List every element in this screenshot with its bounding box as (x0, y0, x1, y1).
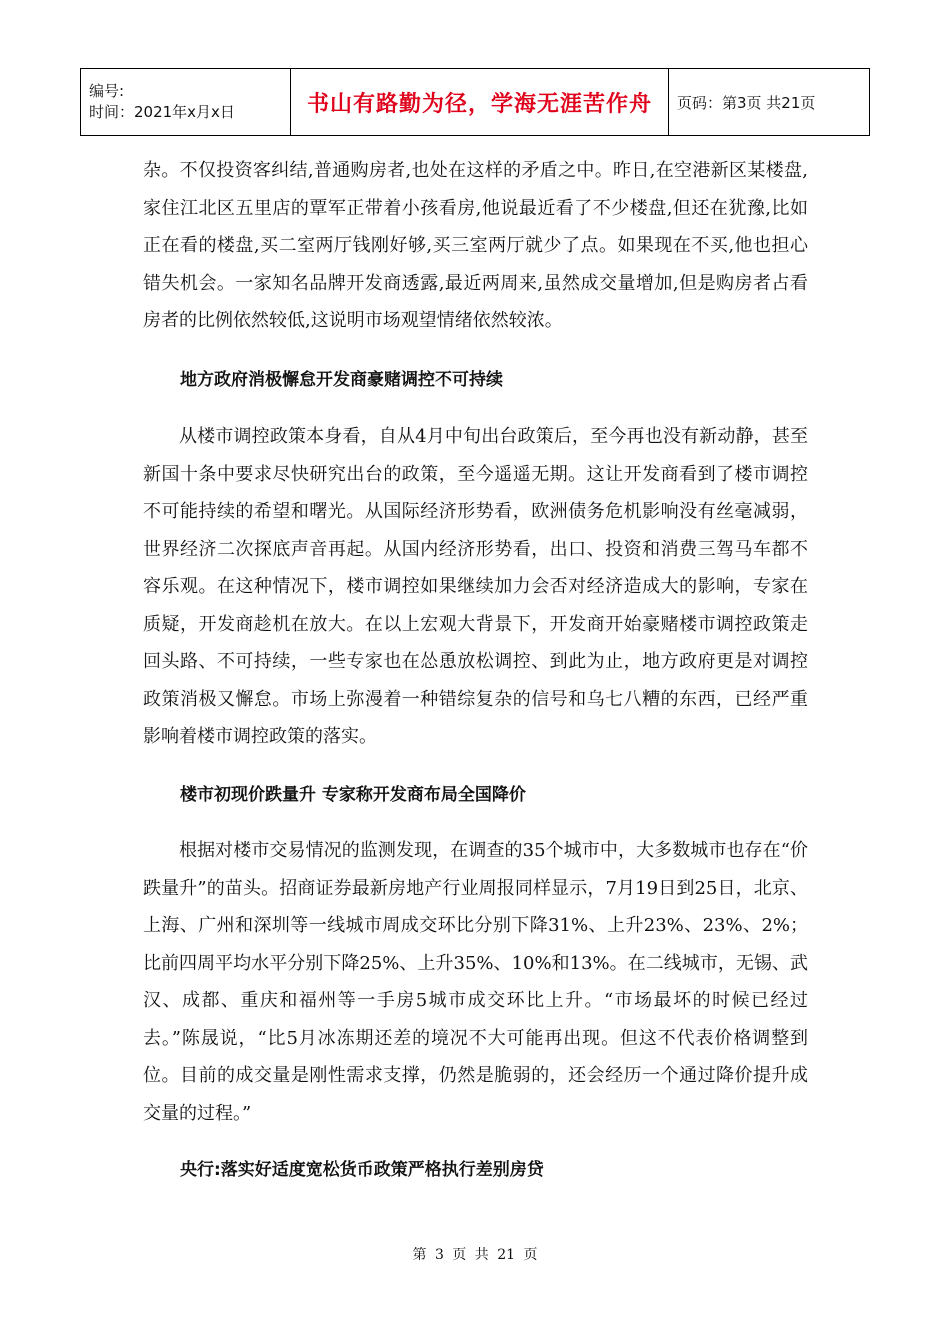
time-label: 时间：2021年x月x日 (89, 103, 235, 121)
paragraph: 杂。不仅投资客纠结,普通购房者,也处在这样的矛盾之中。昨日,在空港新区某楼盘,家住江北区五里店的覃军正带着小孩看房,他说最近看了不少楼盘,但还在犹豫,比如正在看的楼盘,买二室两厅钱刚好够,买三室两厅就少了点。如果现在不买,他也担心错失机会。一家知名品牌开发商透露,最近两周来,虽然成交量增加,但是购房者占看房者的比例依然较低,这说明市场观望情绪依然较浓。 (143, 160, 808, 331)
paragraph: 根据对楼市交易情况的监测发现，在调查的35个城市中，大多数城市也存在“价跌量升”的苗头。招商证券最新房地产行业周报同样显示，7月19日到25日，北京、上海、广州和深圳等一线城市周成交环比分别下降31%、上升23%、23%、2%；比前四周平均水平分别下降25%、上升35%、10%和13%。在二线城市，无锡、武汉、成都、重庆和福州等一手房5城市成交环比上升。“市场最坏的时候已经过去。”陈晟说，“比5月冰冻期还差的境况不大可能再出现。但这不代表价格调整到位。目前的成交量是刚性需求支撑，仍然是脆弱的，还会经历一个通过降价提升成交量的过程。” (143, 840, 808, 1124)
number-label: 编号: (89, 82, 125, 100)
paragraph: 从楼市调控政策本身看，自从4月中旬出台政策后，至今再也没有新动静，甚至新国十条中要求尽快研究出台的政策，至今遥遥无期。这让开发商看到了楼市调控不可能持续的希望和曙光。从国际经济形势看，欧洲债务危机影响没有丝毫减弱，世界经济二次探底声音再起。从国内经济形势看，出口、投资和消费三驾马车都不容乐观。在这种情况下，楼市调控如果继续加力会否对经济造成大的影响，专家在质疑，开发商趁机在放大。在以上宏观大背景下，开发商开始豪赌楼市调控政策走回头路、不可持续，一些专家也在怂恿放松调控、到此为止，地方政府更是对调控政策消极又懈怠。市场上弥漫着一种错综复杂的信号和乌七八糟的东西，已经严重影响着楼市调控政策的落实。 (143, 426, 808, 747)
page-footer: 第 3 页 共 21 页 (412, 1247, 538, 1263)
header-meta-cell (81, 69, 291, 136)
section-heading: 楼市初现价跌量升 专家称开发商布局全国降价 (180, 785, 526, 805)
section-heading: 央行:落实好适度宽松货币政策严格执行差别房贷 (180, 1160, 544, 1180)
header-table (80, 68, 870, 136)
header-motto: 书山有路勤为径，学海无涯苦作舟 (291, 69, 669, 136)
section-heading: 地方政府消极懈怠开发商豪赌调控不可持续 (180, 370, 503, 390)
header-page-info: 页码：第3页 共21页 (669, 69, 870, 136)
